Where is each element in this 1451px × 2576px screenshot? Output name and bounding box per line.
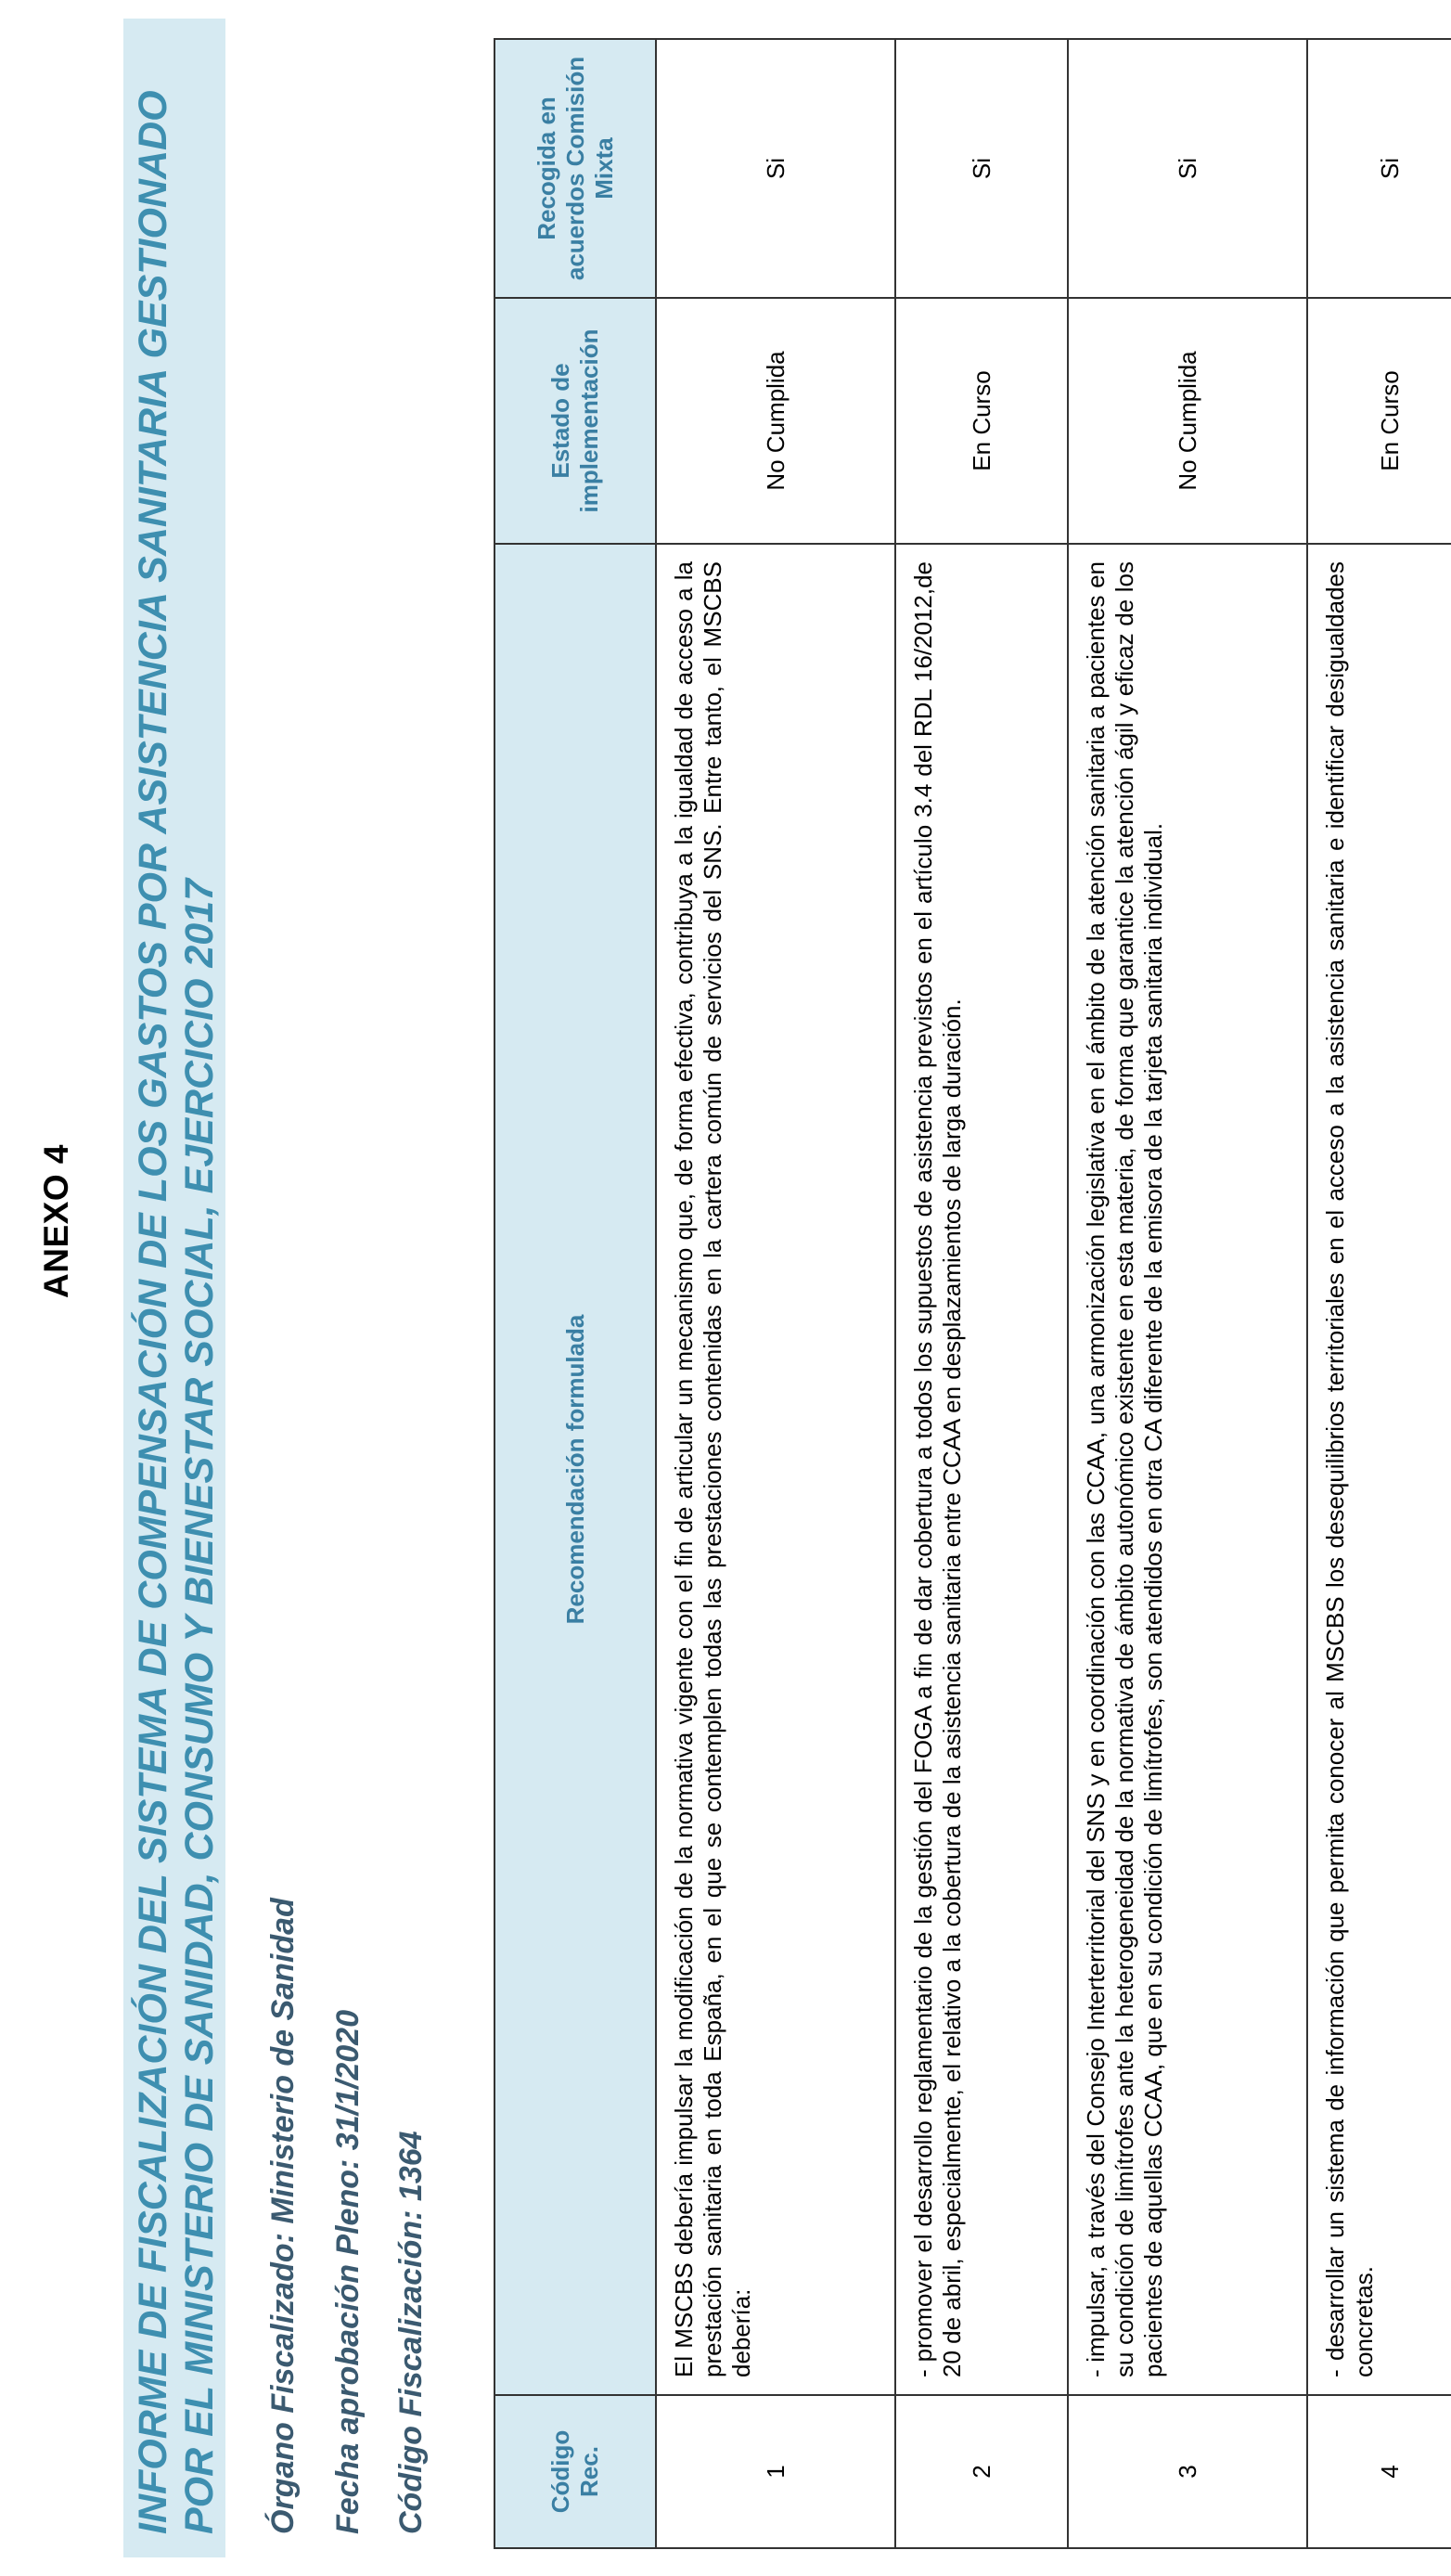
header-mixta: Recogida en acuerdos Comisión Mixta [494,39,656,298]
header-recommendation: Recomendación formulada [494,544,656,2395]
row-mixta: Si [656,39,895,298]
table-header-row [494,39,656,2548]
header-state: Estado de implementación [494,298,656,544]
row-code: 3 [1068,2395,1307,2548]
annex-heading: ANEXO 4 [37,1144,75,1298]
row-mixta: Si [895,39,1068,298]
table-row [656,39,895,2548]
codigo-fiscalizacion: Código Fiscalización: 1364 [393,2131,429,2534]
row-recommendation: - impulsar, a través del Consejo Interterritorial del SNS y en coordinación con las CCAA, una armonización legislativa en el ámbito de la atención sanitaria a pacientes en su condición de limítrofes ante la heterogeneidad de la normativa de ámbito autonómico existente en esta materia, de forma que garantice la atención ágil y eficaz de los pacientes de aquellas CCAA, que en su condición de limítrofes, son atendidos en otra CA diferente de la emisora de la tarjeta sanitaria individual. [1068,544,1307,2395]
row-code: 1 [656,2395,895,2548]
table-row [1068,39,1307,2548]
row-state: En Curso [1307,298,1451,544]
row-mixta: Si [1307,39,1451,298]
row-recommendation: - promover el desarrollo reglamentario de la gestión del FOGA a fin de dar cobertura a todos los supuestos de asistencia previstos en el artículo 3.4 del RDL 16/2012,de 20 de abril, especialmente, el relativo a la cobertura de la asistencia sanitaria entre CCAA en desplazamientos de larga duración. [895,544,1068,2395]
row-code: 4 [1307,2395,1451,2548]
header-code: Código Rec. [494,2395,656,2548]
row-state: No Cumplida [1068,298,1307,544]
row-recommendation: El MSCBS debería impulsar la modificación de la normativa vigente con el fin de articular un mecanismo que, de forma efectiva, contribuya a la igualdad de acceso a la prestación sanitaria en toda España, en el que se contemplen todas las prestaciones contenidas en la cartera común de servicios del SNS. Entre tanto, el MSCBS debería: [656,544,895,2395]
report-title: INFORME DE FISCALIZACIÓN DEL SISTEMA DE COMPENSACIÓN DE LOS GASTOS POR ASISTENCIA SANITARIA GESTIONADO POR EL MINISTERIO DE SANIDAD, CONSUMO Y BIENESTAR SOCIAL, EJERCICIO 2017 [131,90,222,2534]
table-row [895,39,1068,2548]
row-state: En Curso [895,298,1068,544]
organo-fiscalizado: Órgano Fiscalizado: Ministerio de Sanidad [265,1898,301,2534]
table-row [1307,39,1451,2548]
row-mixta: Si [1068,39,1307,298]
recommendations-table [494,38,1451,2549]
row-state: No Cumplida [656,298,895,544]
row-recommendation: - desarrollar un sistema de información que permita conocer al MSCBS los desequilibrios territoriales en el acceso a la asistencia sanitaria e identificar desigualdades concretas. [1307,544,1451,2395]
fecha-aprobacion: Fecha aprobación Pleno: 31/1/2020 [330,2009,366,2534]
row-code: 2 [895,2395,1068,2548]
